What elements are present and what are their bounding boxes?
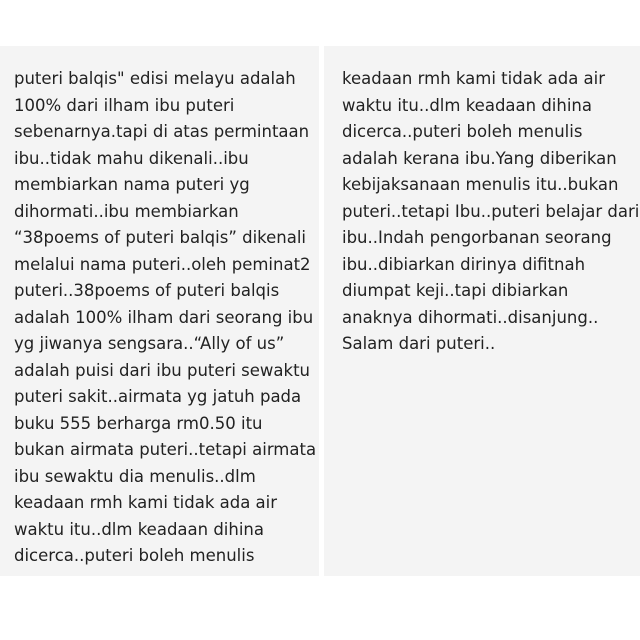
text-line: ibu sewaktu dia menulis..dlm (14, 466, 256, 486)
text-line: diumpat keji..tapi dibiarkan (342, 281, 569, 300)
text-line: keadaan rmh kami tidak ada air (342, 69, 606, 88)
text-line: adalah puisi dari ibu puteri sewaktu (14, 360, 310, 380)
text-line: kebijaksanaan menulis itu..bukan (342, 175, 619, 194)
text-line: puteri..38poems of puteri balqis (14, 281, 280, 300)
text-line: adalah 100% ilham dari seorang ibu (14, 307, 314, 327)
text-line: puteri..tetapi Ibu..puteri belajar dari (342, 201, 640, 221)
text-line: waktu itu..dlm keadaan dihina (14, 519, 265, 539)
text-line: waktu itu..dlm keadaan dihina (342, 95, 593, 115)
text-line: dicerca..puteri boleh menulis (14, 546, 255, 565)
right-note-panel (324, 46, 640, 576)
text-line: “38poems of puteri balqis” dikenali (14, 228, 307, 247)
text-line: membiarkan nama puteri yg (14, 175, 250, 194)
text-line: bukan airmata puteri..tetapi airmata (14, 440, 317, 459)
right-note-text (342, 66, 639, 358)
text-line: Salam dari puteri.. (342, 334, 496, 353)
left-note-text (14, 66, 316, 570)
text-line: dicerca..puteri boleh menulis (342, 122, 583, 141)
text-line: keadaan rmh kami tidak ada air (14, 493, 278, 512)
text-line: 100% dari ilham ibu puteri (14, 95, 235, 115)
text-line: buku 555 berharga rm0.50 itu (14, 413, 263, 433)
left-note-panel (0, 46, 319, 576)
text-line: melalui nama puteri..oleh peminat2 (14, 254, 311, 274)
text-line: puteri sakit..airmata yg jatuh pada (14, 387, 302, 406)
text-line: sebenarnya.tapi di atas permintaan (14, 122, 310, 141)
text-line: puteri balqis" edisi melayu adalah (14, 69, 296, 88)
text-line: yg jiwanya sengsara..“Ally of us” (14, 334, 285, 353)
text-line: anaknya dihormati..disanjung.. (342, 307, 599, 327)
text-line: ibu..tidak mahu dikenali..ibu (14, 148, 249, 168)
text-line: dihormati..ibu membiarkan (14, 201, 239, 221)
text-line: ibu..dibiarkan dirinya difitnah (342, 254, 586, 274)
text-line: ibu..Indah pengorbanan seorang (342, 228, 612, 247)
text-line: adalah kerana ibu.Yang diberikan (342, 148, 617, 168)
